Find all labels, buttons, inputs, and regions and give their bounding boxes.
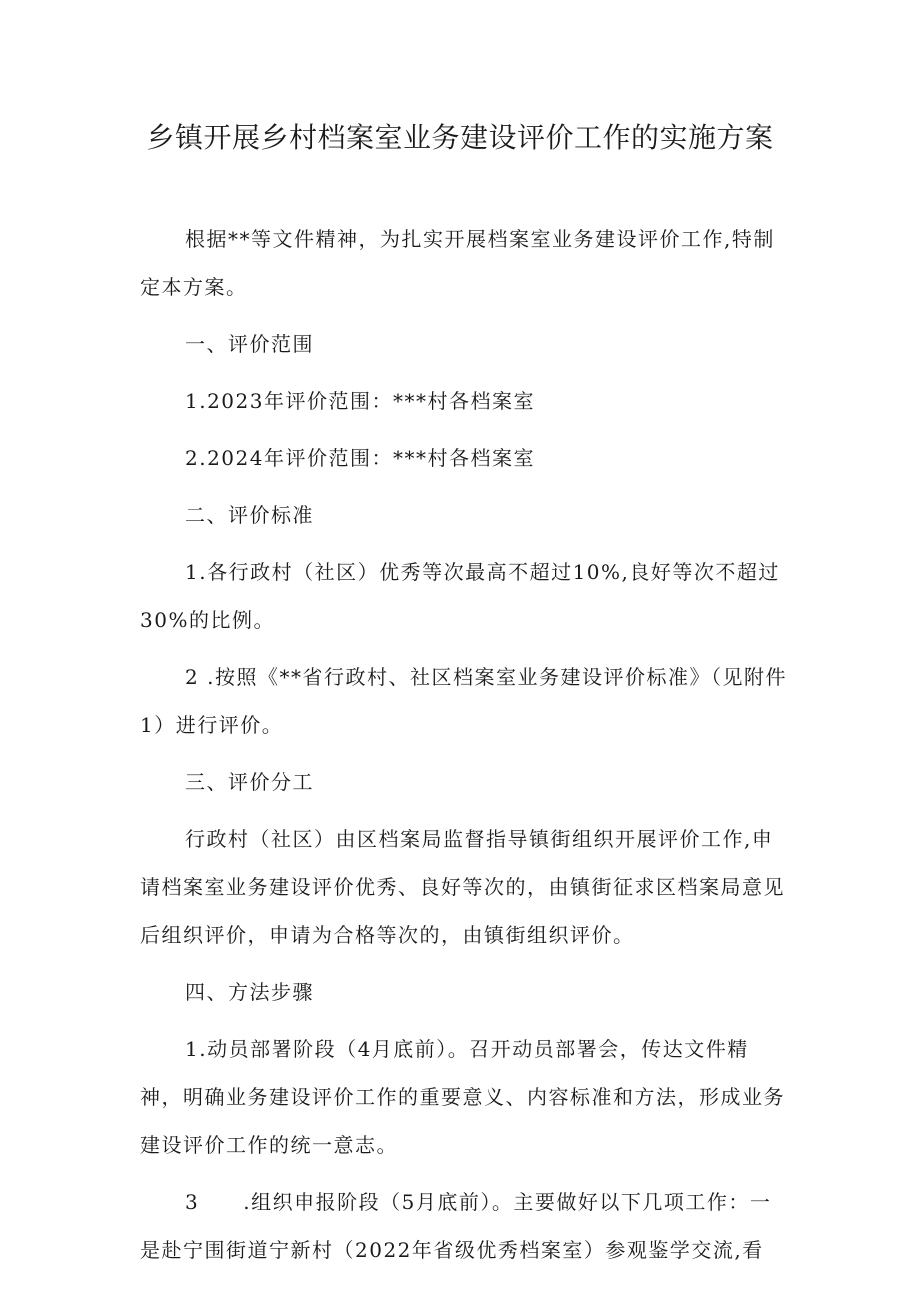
steps-item-3 [140,1178,788,1274]
steps-item-1: 1.动员部署阶段（4月底前）。召开动员部署会，传达文件精神，明确业务建设评价工作的重要意义、内容标准和方法，形成业务建设评价工作的统一意志。 [140,1037,785,1157]
document-title: 乡镇开展乡村档案室业务建设评价工作的实施方案 [146,121,774,154]
steps-item-3-text: .组织申报阶段（5月底前）。主要做好以下几项工作：一是赴宁围街道宁新村（2022年省级优秀档案室）参观鉴学交流,看 [140,1190,772,1262]
section-heading-standard: 二、评价标准 [185,503,314,527]
section-heading-division: 三、评价分工 [185,770,314,794]
division-paragraph: 行政村（社区）由区档案局监督指导镇街组织开展评价工作,申请档案室业务建设评价优秀、良好等次的，由镇街征求区档案局意见后组织评价，申请为合格等次的，由镇街组织评价。 [140,827,785,947]
standard-item-2: 2 .按照《**省行政村、社区档案室业务建设评价标准》（见附件1）进行评价。 [140,665,787,737]
section-heading-steps: 四、方法步骤 [185,980,314,1004]
scope-item-2024: 2.2024年评价范围：***村各档案室 [185,446,535,470]
section-heading-scope: 一、评价范围 [185,332,314,356]
standard-item-1: 1.各行政村（社区）优秀等次最高不超过10%,良好等次不超过30%的比例。 [140,560,780,632]
scope-item-2023: 1.2023年评价范围：***村各档案室 [185,389,535,413]
document-body [140,215,788,1283]
intro-paragraph: 根据**等文件精神，为扎实开展档案室业务建设评价工作,特制定本方案。 [140,227,775,299]
steps-item-3-number: 3 [185,1190,200,1214]
